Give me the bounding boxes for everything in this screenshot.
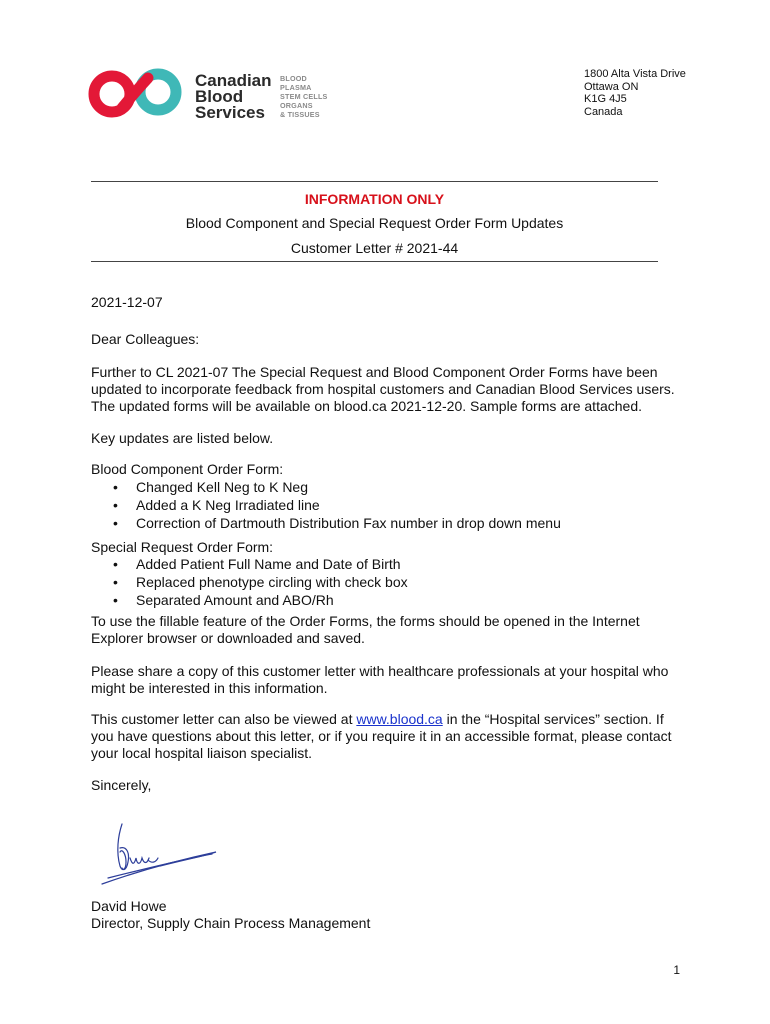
header-bottom-divider [91,261,658,262]
fillable-paragraph [91,613,681,647]
customer-letter-number: Customer Letter # 2021-44 [290,240,459,256]
bullet-icon: • [113,515,118,531]
bullet-icon: • [113,556,118,572]
share-paragraph [91,663,681,697]
closing: Sincerely, [91,777,152,793]
list-item: • Changed Kell Neg to K Neg [113,479,308,495]
logo-name-line-1: Canadian [195,71,272,90]
signer-title: Director, Supply Chain Process Management [91,915,371,931]
blood-ca-link[interactable]: www.blood.ca [356,711,443,727]
fillable-text: To use the fillable feature of the Order Forms, the forms should be opened in the Internet Explorer browser or downloaded and saved. [91,613,640,646]
bullet-icon: • [113,479,118,495]
list-item: • Replaced phenotype circling with check box [113,574,408,590]
signature-icon [100,818,222,890]
bc-form-list [91,478,561,532]
view-paragraph [91,711,681,762]
list-item: • Added Patient Full Name and Date of Birth [113,556,401,572]
bc-form-heading: Blood Component Order Form: [91,461,284,477]
sr-form-heading: Special Request Order Form: [91,539,274,555]
intro-paragraph [91,364,681,415]
canadian-blood-services-logo [88,64,338,126]
logo-tagline-line-5: & TISSUES [280,110,320,119]
address-line: Canada [584,105,623,118]
letter-date: 2021-12-07 [91,294,163,310]
letter-subtitle: Blood Component and Special Request Order Form Updates [185,215,564,231]
list-item: • Correction of Dartmouth Distribution Fax number in drop down menu [113,515,561,531]
address-line: Ottawa ON [584,80,639,93]
list-item: • Added a K Neg Irradiated line [113,497,320,513]
bullet-icon: • [113,497,118,513]
logo-tagline-line-3: STEM CELLS [280,92,328,101]
information-only-banner: INFORMATION ONLY [304,191,445,207]
bullet-icon: • [113,574,118,590]
page-number: 1 [673,963,680,977]
logo-tagline-line-4: ORGANS [280,101,313,110]
header-top-divider [91,181,658,182]
view-text-after: in the “Hospital services” section. If you have questions about this letter, or if you require it in an accessible format, please contact your local hospital liaison specialist. [91,711,672,761]
intro-text: Further to CL 2021-07 The Special Request and Blood Component Order Forms have been updated to incorporate feedback from hospital customers and Canadian Blood Services users. The updated forms will be available on blood.ca 2021-12-20. Sample forms are attached. [91,364,675,414]
address-line: K1G 4J5 [584,93,627,106]
signer-name: David Howe [91,898,167,914]
salutation: Dear Colleagues: [91,331,200,347]
list-item: • Separated Amount and ABO/Rh [113,592,334,608]
sr-form-list [91,555,408,609]
logo-tagline-line-2: PLASMA [280,83,312,92]
logo-tagline-line-1: BLOOD [280,74,307,83]
bullet-icon: • [113,592,118,608]
view-text-before: This customer letter can also be viewed at [91,711,357,727]
infinity-logo-icon [88,64,338,126]
sender-address [584,68,686,118]
logo-name-line-2: Blood [195,87,244,106]
key-updates-text: Key updates are listed below. [91,430,274,446]
logo-name-line-3: Services [195,103,265,122]
address-line: 1800 Alta Vista Drive [584,68,686,80]
share-text: Please share a copy of this customer letter with healthcare professionals at your hospital who might be interested in this information. [91,663,669,696]
handwritten-signature [100,818,222,890]
